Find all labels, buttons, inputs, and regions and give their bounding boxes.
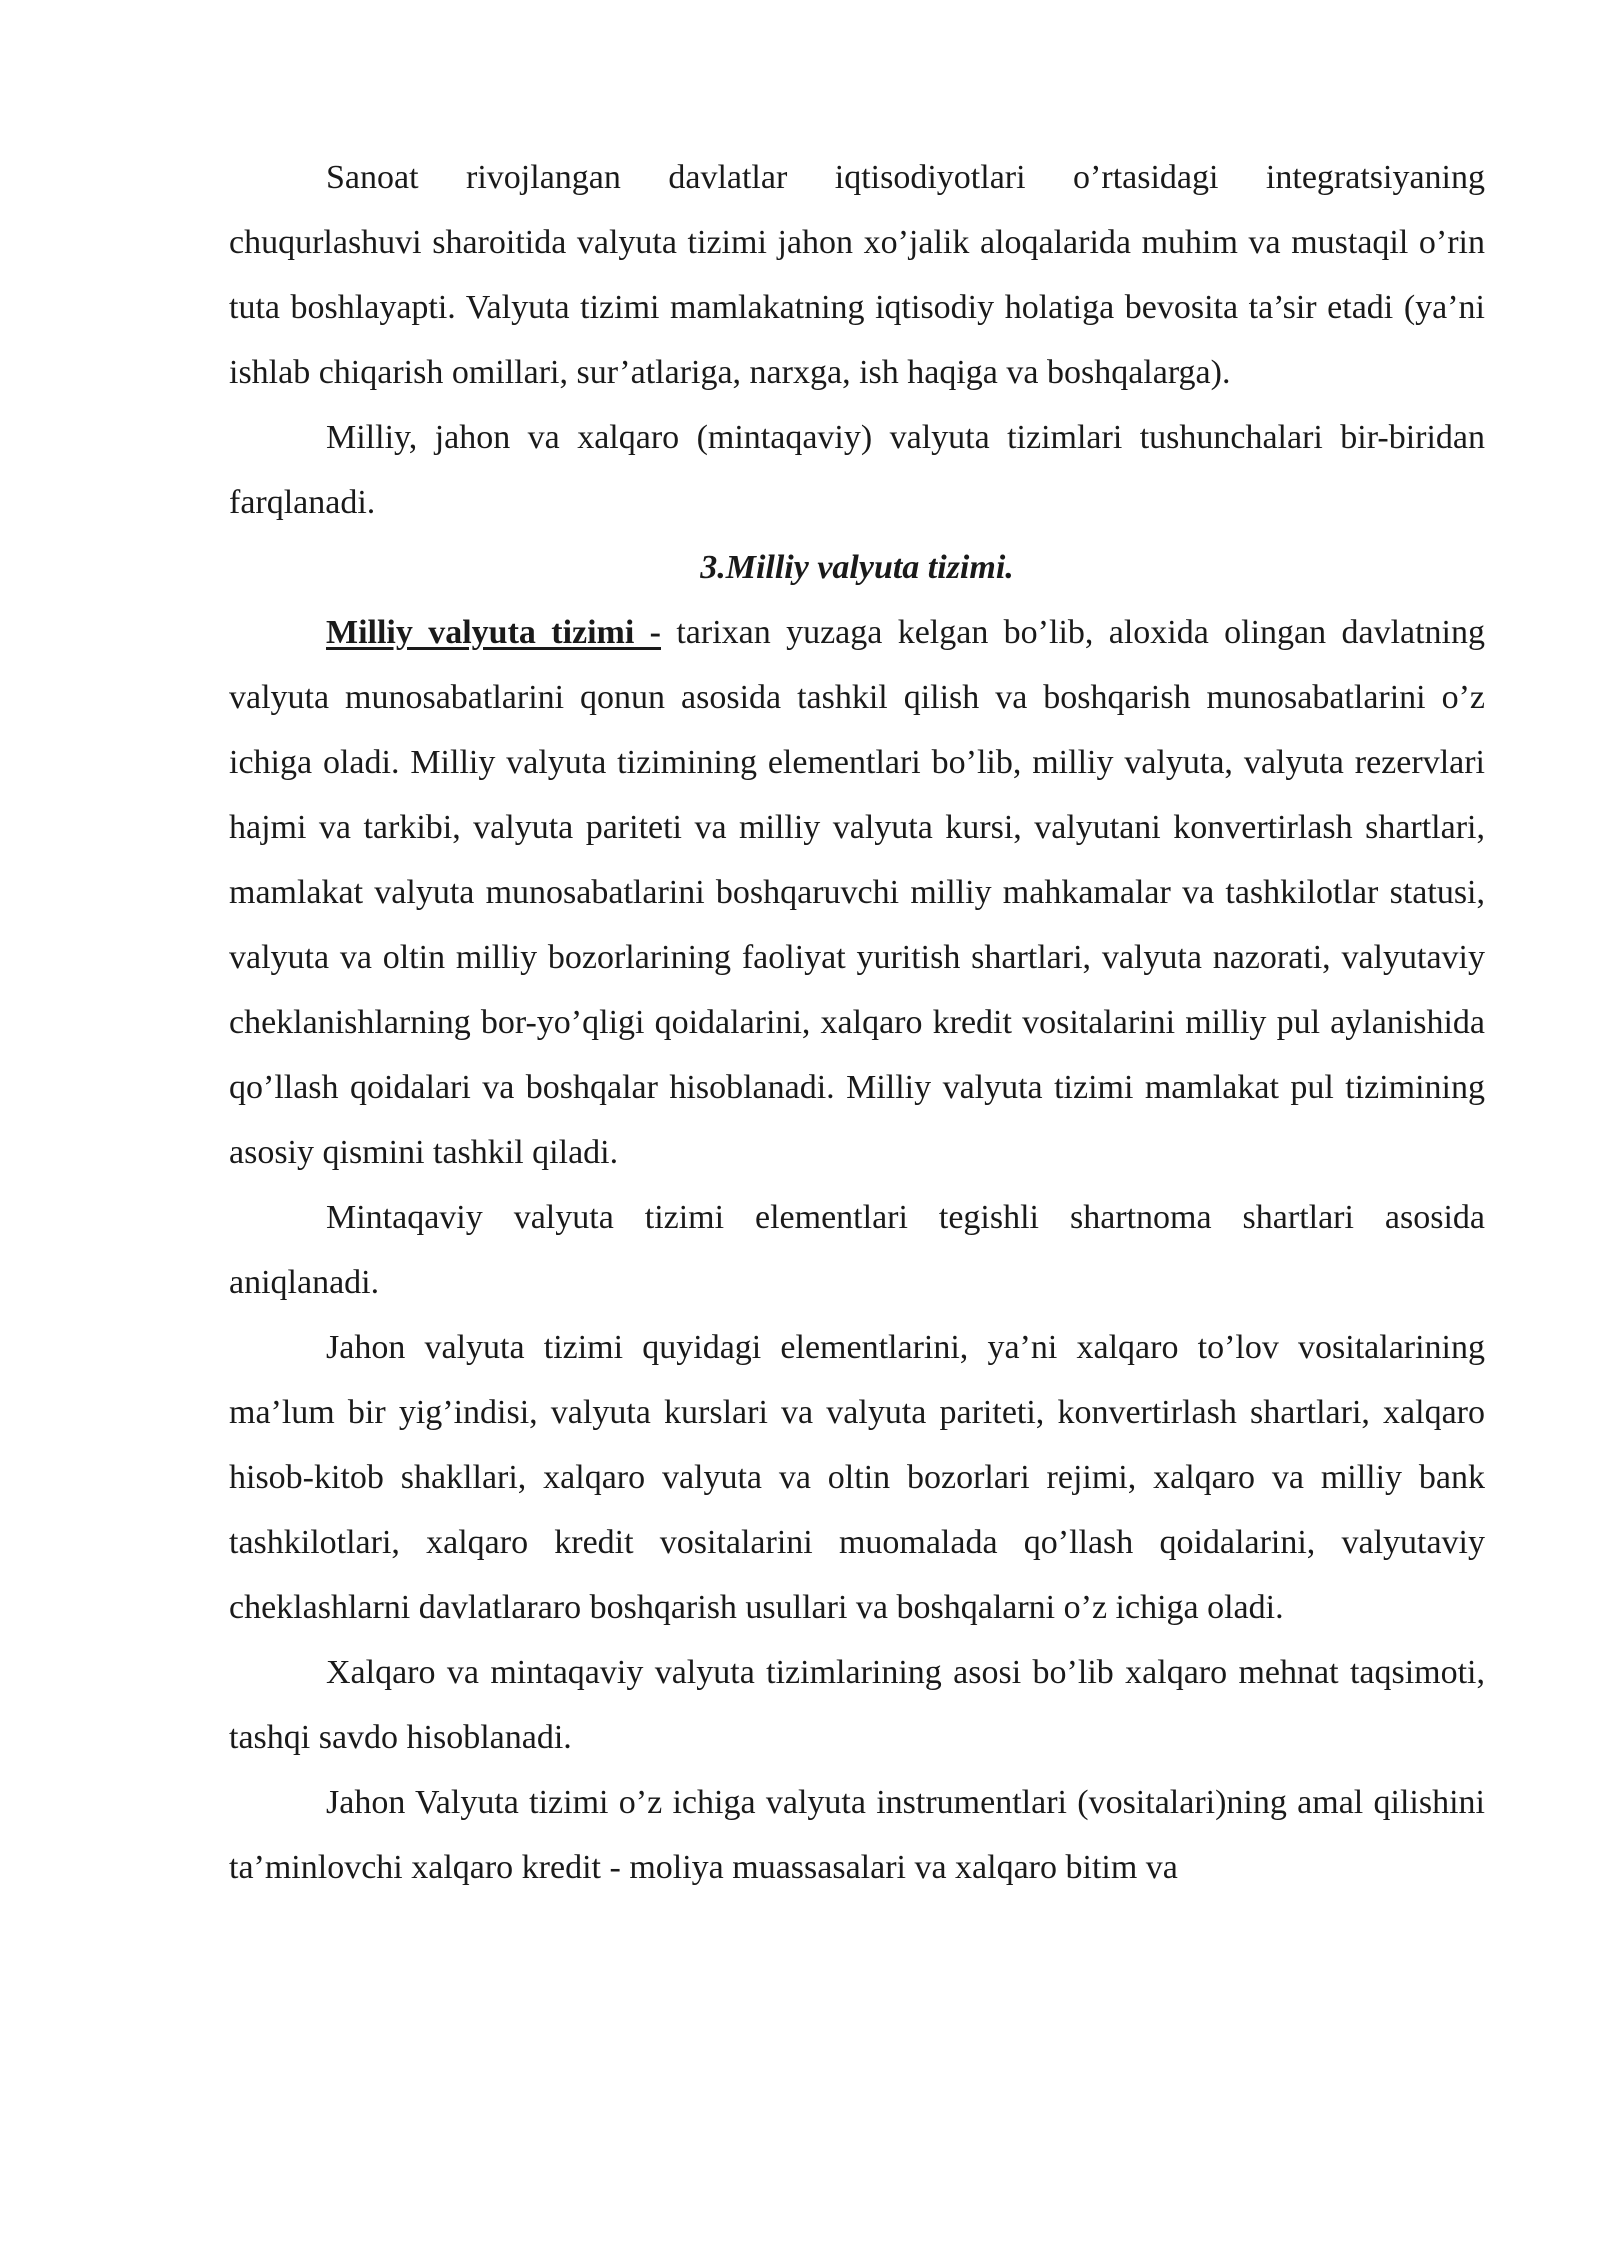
definition-text: tarixan yuzaga kelgan bo’lib, aloxida olingan davlatning valyuta munosabatlarini qonun asosida tashkil qilish va boshqarish munosabatlarini o’z ichiga oladi. Milliy valyuta tizimining elementlari bo’lib, milliy valyuta, valyuta rezervlari hajmi va tarkibi, valyuta pariteti va milliy valyuta kursi, valyutani konvertirlash shartlari, mamlakat valyuta munosabatlarini boshqaruvchi milliy mahkamalar va tashkilotlar statusi, valyuta va oltin milliy bozorlarining faoliyat yuritish shartlari, valyuta nazorati, valyutaviy cheklanishlarning bor-yo’qligi qoidalarini, xalqaro kredit vositalarini milliy pul aylanishida qo’llash qoidalari va boshqalar hisoblanadi. Milliy valyuta tizimi mamlakat pul tizimining asosiy qismini tashkil qiladi. bbox=[229, 614, 1486, 1171]
paragraph-basis: Xalqaro va mintaqaviy valyuta tizimlarining asosi bo’lib xalqaro mehnat taqsimoti, tashqi savdo hisoblanadi. bbox=[229, 1654, 1485, 1756]
paragraph-world-system-instruments: Jahon Valyuta tizimi o’z ichiga valyuta instrumentlari (vositalari)ning amal qilishini ta’minlovchi xalqaro kredit - moliya muassasalari va xalqaro bitim va bbox=[229, 1784, 1485, 1886]
paragraph-world-system-elements: Jahon valyuta tizimi quyidagi elementlarini, ya’ni xalqaro to’lov vositalarining ma’lum bir yig’indisi, valyuta kurslari va valyuta pariteti, konvertirlash shartlari, xalqaro hisob-kitob shakllari, xalqaro valyuta va oltin bozorlari rejimi, xalqaro va milliy bank tashkilotlari, xalqaro kredit vositalarini muomalada qo’llash qoidalarini, valyutaviy cheklashlarni davlatlararo boshqarish usullari va boshqalarni o’z ichiga oladi. bbox=[229, 1329, 1485, 1626]
paragraph-system-types: Milliy, jahon va xalqaro (mintaqaviy) valyuta tizimlari tushunchalari bir-biridan farqlanadi. bbox=[229, 419, 1485, 521]
section-heading: 3.Milliy valyuta tizimi. bbox=[700, 549, 1014, 586]
definition-term: Milliy valyuta tizimi - bbox=[326, 614, 661, 651]
document-page bbox=[229, 145, 1485, 1900]
paragraph-integration: Sanoat rivojlangan davlatlar iqtisodiyotlari o’rtasidagi integratsiyaning chuqurlashuvi sharoitida valyuta tizimi jahon xo’jalik aloqalarida muhim va mustaqil o’rin tuta boshlayapti. Valyuta tizimi mamlakatning iqtisodiy holatiga bevosita ta’sir etadi (ya’ni ishlab chiqarish omillari, sur’atlariga, narxga, ish haqiga va boshqalarga). bbox=[229, 159, 1485, 391]
paragraph-definition bbox=[229, 600, 1485, 1185]
paragraph-regional-system: Mintaqaviy valyuta tizimi elementlari tegishli shartnoma shartlari asosida aniqlanadi. bbox=[229, 1199, 1485, 1301]
